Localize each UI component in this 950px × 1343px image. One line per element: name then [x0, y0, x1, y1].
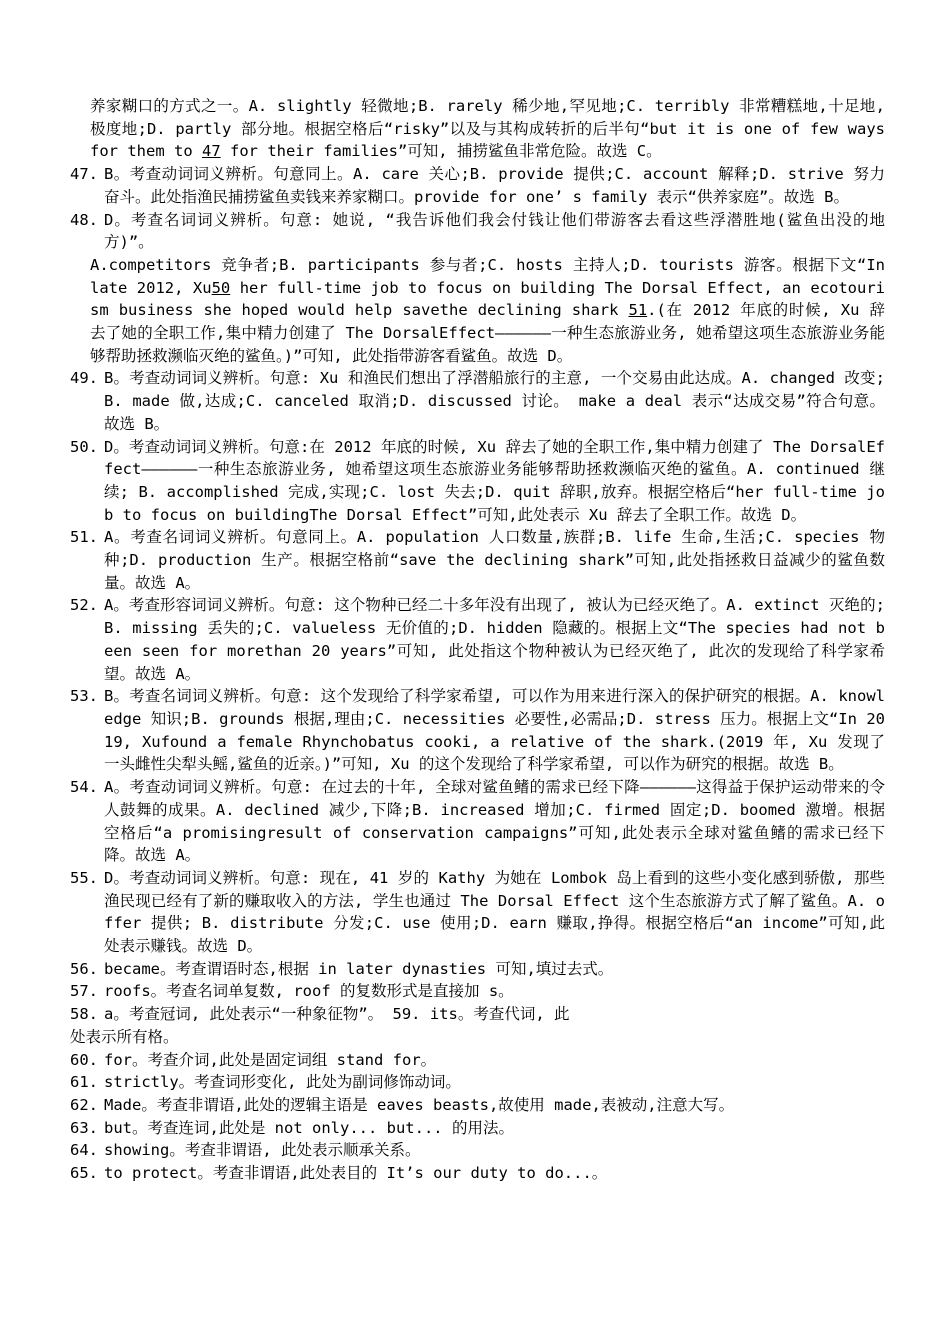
answer-item-47: [70, 163, 885, 208]
item-text: A。考查形容词词义辨析。句意: 这个物种已经二十多年没有出现了, 被认为已经灭绝了。A. extinct 灭绝的; B. missing 丢失的;C. valueless 无价值的;D. hidden 隐藏的。根据上文“The species had not been seen for morethan 20 years”可知, 此处指这个物种被认为已经灭绝了, 此次的发现给了科学家希望。故选 A。: [104, 596, 885, 683]
item-number: 52.: [70, 596, 98, 615]
item-text: B。考查动词词义辨析。句意同上。A. care 关心;B. provide 提供;C. account 解释;D. strive 努力奋斗。此处指渔民捕捞鲨鱼卖钱来养家糊口。provide for one’ s family 表示“供养家庭”。故选 B。: [104, 165, 885, 206]
answer-item-56: [70, 958, 885, 981]
item-number: 55.: [70, 868, 98, 887]
answer-item-61: [70, 1071, 885, 1094]
blank-50: 50: [211, 278, 231, 297]
answer-item-60: [70, 1049, 885, 1072]
item-number: 47.: [70, 165, 98, 184]
item-number: 58.: [70, 1005, 98, 1024]
blank-47: 47: [201, 142, 221, 161]
item-number: 64.: [70, 1141, 98, 1160]
item-text: D。考查名词词义辨析。句意: 她说, “我告诉他们我会付钱让他们带游客去看这些浮潜胜地(鲨鱼出没的地方)”。: [104, 210, 885, 252]
answer-item-52: [70, 594, 885, 685]
item-number: 53.: [70, 687, 98, 706]
item-text: D。考查动词词义辨析。句意:在 2012 年底的时候, Xu 辞去了她的全职工作,集中精力创建了 The DorsalEffect——————一种生态旅游业务, 她希望这项生态旅游业务能够帮助拯救濒临灭绝的鲨鱼。A. continued 继续; B. accomplished 完成,实现;C. lost 失去;D. quit 辞职,放弃。根据空格后“her full-time job to focus on buildingThe Dorsal Effect”可知,此处表示 Xu 辞去了全职工作。故选 D。: [104, 437, 885, 524]
item-number: 61.: [70, 1073, 98, 1092]
answer-item-48-options: [70, 254, 885, 368]
item-text: B。考查动词词义辨析。句意: Xu 和渔民们想出了浮潜船旅行的主意, 一个交易由此达成。A. changed 改变; B. made 做,达成;C. canceled 取消;D. discussed 讨论。 make a deal 表示“达成交易”符合句意。故选 B。: [104, 369, 885, 433]
item-text: A。考查动词词义辨析。句意: 在过去的十年, 全球对鲨鱼鳍的需求已经下降——————这得益于保护运动带来的令人鼓舞的成果。A. declined 减少,下降;B. increased 增加;C. firmed 固定;D. boomed 激增。根据空格后“a promisingresult of conservation campaigns”可知,此处表示全球对鲨鱼鳍的需求已经下降。故选 A。: [104, 778, 885, 865]
item-text: B。考查名词词义辨析。句意: 这个发现给了科学家希望, 可以作为用来进行深入的保护研究的根据。A. knowledge 知识;B. grounds 根据,理由;C. necessities 必要性,必需品;D. stress 压力。根据上文“In 2019, Xufound a female Rhynchobatus cooki, a relative of the shark.(2019 年, Xu 发现了一头雌性尖犁头鳐,鲨鱼的近亲。)”可知, Xu 的这个发现给了科学家希望, 可以作为研究的根据。故选 B。: [104, 687, 885, 774]
item-text: showing。考查非谓语, 此处表示顺承关系。: [104, 1141, 421, 1160]
item-text: but。考查连词,此处是 not only... but... 的用法。: [104, 1118, 514, 1137]
item-number: 62.: [70, 1095, 98, 1114]
answer-item-53: [70, 685, 885, 776]
text-run: .(在 2012 年底的时候, Xu 辞去了她的全职工作,集中精力创建了 The DorsalEffect——————一种生态旅游业务, 她希望这项生态旅游业务能够帮助拯救濒临灭绝的鲨鱼。)”可知, 此处指带游客看鲨鱼。故选 D。: [90, 301, 885, 365]
item-text: roofs。考查名词单复数, roof 的复数形式是直接加 s。: [104, 982, 514, 1001]
answer-item-59-continuation: 处表示所有格。: [70, 1027, 179, 1046]
answer-item-48: [70, 209, 885, 254]
answer-item-57: [70, 980, 885, 1003]
text-run: for their families”可知, 捕捞鲨鱼非常危险。故选 C。: [220, 142, 662, 161]
item-number: 63.: [70, 1118, 98, 1137]
item-number: 54.: [70, 778, 98, 797]
item-number: 65.: [70, 1164, 98, 1183]
item-text: became。考查谓语时态,根据 in later dynasties 可知,填过去式。: [104, 959, 614, 978]
answer-item-64: [70, 1139, 885, 1162]
answer-explanations: [70, 95, 885, 1185]
text-run: her full-time job to focus on building The Dorsal Effect, an ecotourism business she hoped would help savethe declining shark: [90, 278, 885, 320]
item-number: 51.: [70, 528, 98, 547]
item-number: 49.: [70, 369, 98, 388]
item-text: for。考查介词,此处是固定词组 stand for。: [104, 1050, 437, 1069]
blank-51: 51: [628, 301, 648, 320]
item-text: a。考查冠词, 此处表示“一种象征物”。 59. its。考查代词, 此: [104, 1005, 570, 1024]
answer-item-63: [70, 1117, 885, 1140]
answer-item-65: [70, 1162, 885, 1185]
answer-item-50: [70, 436, 885, 527]
answer-item-51: [70, 526, 885, 594]
answer-item-49: [70, 367, 885, 435]
answer-item-62: [70, 1094, 885, 1117]
answer-item-55: [70, 867, 885, 958]
item-number: 60.: [70, 1050, 98, 1069]
item-number: 56.: [70, 959, 98, 978]
item-text: A。考查名词词义辨析。句意同上。A. population 人口数量,族群;B. life 生命,生活;C. species 物种;D. production 生产。根据空格前“save the declining shark”可知,此处指拯救日益减少的鲨鱼数量。故选 A。: [104, 528, 885, 592]
item-number: 50.: [70, 437, 98, 456]
item-text: to protect。考查非谓语,此处表目的 It’s our duty to do...。: [104, 1164, 608, 1183]
item-text: D。考查动词词义辨析。句意: 现在, 41 岁的 Kathy 为她在 Lombok 岛上看到的这些小变化感到骄傲, 那些渔民现已经有了新的赚取收入的方法, 学生也通过 The Dorsal Effect 这个生态旅游方式了解了鲨鱼。A. offer 提供; B. distribute 分发;C. use 使用;D. earn 赚取,挣得。根据空格后“an income”可知,此处表示赚钱。故选 D。: [104, 868, 885, 956]
item-number: 48.: [70, 210, 98, 229]
answer-item-58: [70, 1003, 630, 1026]
paragraph-q46-continuation: [70, 95, 885, 163]
item-text: Made。考查非谓语,此处的逻辑主语是 eaves beasts,故使用 made,表被动,注意大写。: [104, 1095, 735, 1114]
item-text: strictly。考查词形变化, 此处为副词修饰动词。: [104, 1073, 461, 1092]
text-run: A.competitors 竞争者;B. participants 参与者;C. hosts 主持人;D. tourists 游客。根据下文“In late 2012, Xu: [90, 255, 885, 297]
item-number: 57.: [70, 982, 98, 1001]
text-run: 养家糊口的方式之一。A. slightly 轻微地;B. rarely 稀少地,罕见地;C. terribly 非常糟糕地,十足地,极度地;D. partly 部分地。根据空格后“risky”以及与其构成转折的后半句“but it is one of few ways for them to: [90, 97, 885, 161]
answer-item-54: [70, 776, 885, 867]
